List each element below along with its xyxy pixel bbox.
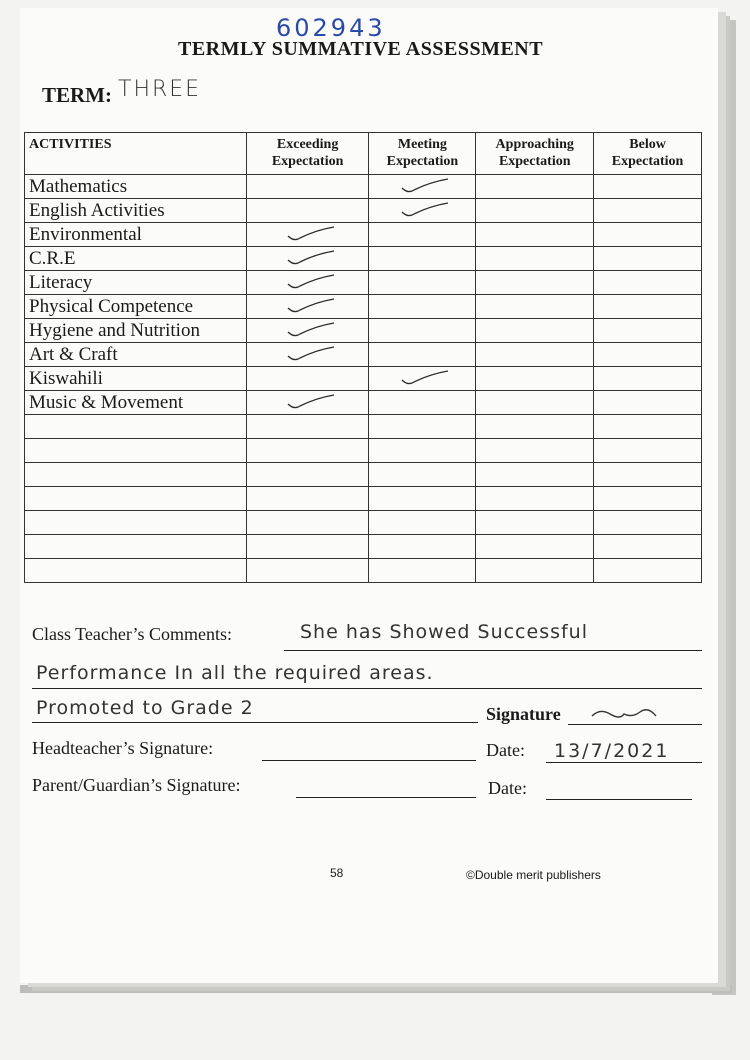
rating-cell [594,319,702,343]
rating-cell [369,343,476,367]
table-row [25,247,702,271]
rating-cell [369,391,476,415]
date-line-2 [546,799,692,800]
empty-cell [246,487,369,511]
check-mark-icon [286,298,330,312]
signature-label: Signature [486,704,561,724]
activity-name: Mathematics [25,175,247,199]
empty-cell [246,511,369,535]
rating-cell [246,319,369,343]
empty-cell [369,559,476,583]
page-bottom-edge [20,985,732,993]
headteacher-signature-line [262,760,476,761]
rating-cell [594,223,702,247]
rating-cell [246,343,369,367]
blank-table-row [25,439,702,463]
comment-text-1: She has Showed Successful [300,621,589,643]
rating-cell [246,295,369,319]
rating-cell [246,247,369,271]
empty-cell [369,463,476,487]
rating-cell [476,223,594,247]
blank-table-row [25,415,702,439]
comment-line [284,650,702,651]
check-mark-icon [286,250,330,264]
empty-cell [369,415,476,439]
column-header: Meeting Expectation [369,133,476,175]
rating-cell [594,271,702,295]
empty-cell [594,487,702,511]
empty-cell [25,463,247,487]
blank-table-row [25,487,702,511]
rating-cell [476,295,594,319]
empty-cell [594,463,702,487]
table-header-row [25,133,702,175]
rating-cell [476,391,594,415]
empty-cell [369,535,476,559]
comment-line [32,722,478,723]
check-mark-icon [400,202,444,216]
empty-cell [594,535,702,559]
rating-cell [369,223,476,247]
headteacher-signature-label: Headteacher’s Signature: [32,738,214,758]
activity-name: English Activities [25,199,247,223]
column-header: Below Expectation [594,133,702,175]
parent-signature-label: Parent/Guardian’s Signature: [32,775,241,795]
check-mark-icon [286,322,330,336]
comment-line [32,688,702,689]
empty-cell [25,511,247,535]
table-row [25,391,702,415]
empty-cell [369,487,476,511]
table-row [25,295,702,319]
empty-cell [25,559,247,583]
activity-name: Art & Craft [25,343,247,367]
rating-cell [476,367,594,391]
check-mark-icon [400,370,444,384]
rating-cell [476,199,594,223]
check-mark-icon [286,346,330,360]
rating-cell [369,199,476,223]
signature-line [568,724,702,725]
empty-cell [594,415,702,439]
table-row [25,343,702,367]
date-line [546,762,702,763]
table-row [25,175,702,199]
activity-name: Literacy [25,271,247,295]
check-mark-icon [286,274,330,288]
rating-cell [594,367,702,391]
rating-cell [246,199,369,223]
assessment-table [24,132,702,583]
rating-cell [369,247,476,271]
empty-cell [25,535,247,559]
rating-cell [246,175,369,199]
empty-cell [25,439,247,463]
document-title: TERMLY SUMMATIVE ASSESSMENT [178,38,544,60]
empty-cell [594,439,702,463]
column-header: Exceeding Expectation [246,133,369,175]
empty-cell [369,511,476,535]
rating-cell [594,175,702,199]
teacher-signature-scribble [590,704,660,724]
rating-cell [369,271,476,295]
rating-cell [476,319,594,343]
table-row [25,223,702,247]
empty-cell [246,559,369,583]
empty-cell [25,415,247,439]
rating-cell [476,247,594,271]
activity-name: Music & Movement [25,391,247,415]
empty-cell [246,439,369,463]
rating-cell [246,271,369,295]
column-header: ACTIVITIES [25,133,247,175]
blank-table-row [25,463,702,487]
empty-cell [594,559,702,583]
empty-cell [476,511,594,535]
activity-name: Environmental [25,223,247,247]
check-mark-icon [400,178,444,192]
empty-cell [369,439,476,463]
empty-cell [476,439,594,463]
date-value: 13/7/2021 [554,740,670,762]
rating-cell [594,391,702,415]
check-mark-icon [286,394,330,408]
rating-cell [476,175,594,199]
column-header: Approaching Expectation [476,133,594,175]
rating-cell [594,247,702,271]
rating-cell [594,295,702,319]
empty-cell [476,535,594,559]
empty-cell [246,415,369,439]
activity-name: C.R.E [25,247,247,271]
rating-cell [246,391,369,415]
teacher-comments-label: Class Teacher’s Comments: [32,624,233,644]
empty-cell [476,559,594,583]
term-label: TERM: [42,83,112,107]
empty-cell [246,535,369,559]
date-label: Date: [486,740,525,760]
empty-cell [25,487,247,511]
term-value: THREE [118,77,202,102]
blank-table-row [25,535,702,559]
rating-cell [476,343,594,367]
rating-cell [369,319,476,343]
empty-cell [476,487,594,511]
check-mark-icon [286,226,330,240]
empty-cell [246,463,369,487]
rating-cell [476,271,594,295]
rating-cell [246,223,369,247]
activity-name: Physical Competence [25,295,247,319]
comment-text-3: Promoted to Grade 2 [36,697,254,719]
table-row [25,319,702,343]
table-row [25,271,702,295]
rating-cell [246,367,369,391]
parent-signature-line [296,797,476,798]
publisher-credit: ©Double merit publishers [466,868,601,882]
page-number: 58 [330,866,344,880]
blank-table-row [25,511,702,535]
rating-cell [594,199,702,223]
activity-name: Kiswahili [25,367,247,391]
date-label-2: Date: [488,778,527,798]
comment-text-2: Performance In all the required areas. [36,662,434,684]
rating-cell [369,175,476,199]
empty-cell [476,415,594,439]
activity-name: Hygiene and Nutrition [25,319,247,343]
rating-cell [369,295,476,319]
table-row [25,367,702,391]
empty-cell [594,511,702,535]
reference-number: 602943 [276,14,386,42]
rating-cell [369,367,476,391]
blank-table-row [25,559,702,583]
table-row [25,199,702,223]
rating-cell [594,343,702,367]
empty-cell [476,463,594,487]
